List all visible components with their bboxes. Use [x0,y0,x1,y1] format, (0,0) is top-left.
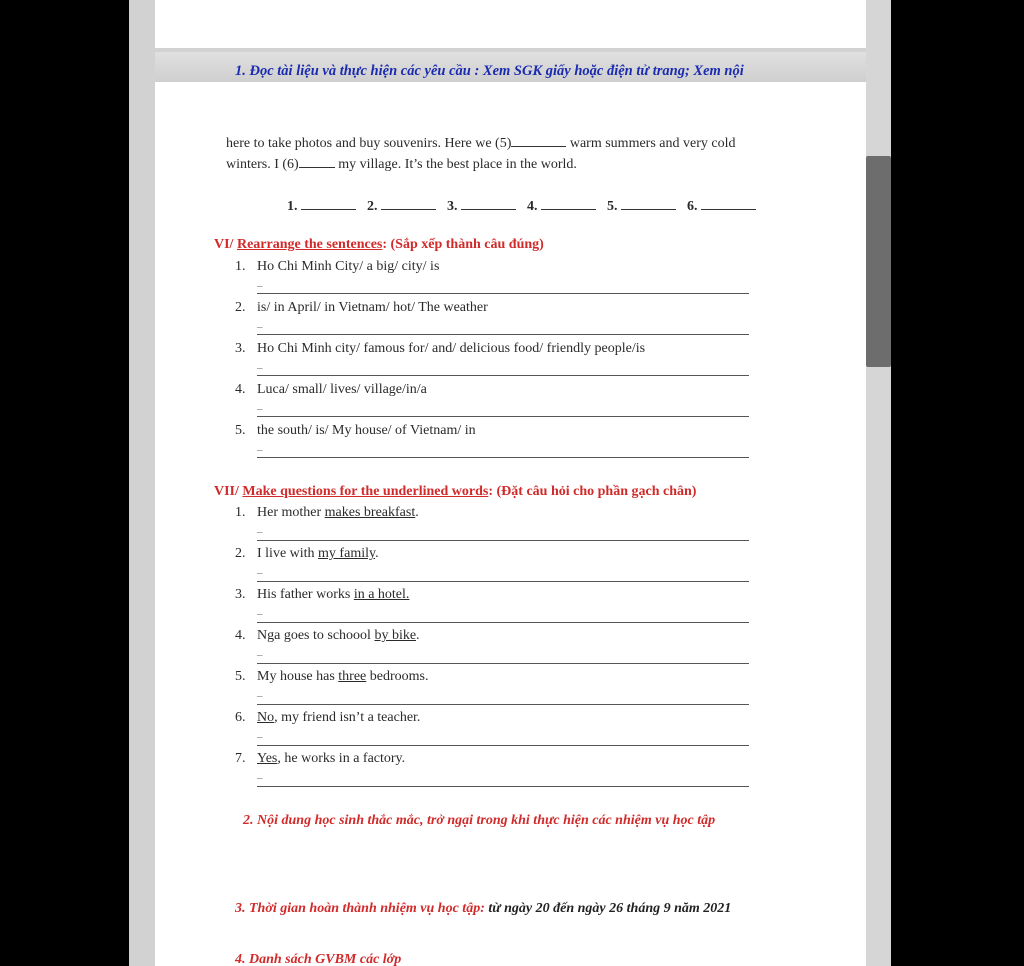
section-prefix: VII/ [214,484,243,499]
answer-label: 1. [287,199,298,214]
heading-4: 4. Danh sách GVBM các lớp [235,952,402,966]
rearrange-item: Ho Chi Minh city/ famous for/ and/ delicious food/ friendly people/is [257,341,646,356]
rearrange-item: is/ in April/ in Vietnam/ hot/ The weather [257,300,488,315]
answer-line [257,334,749,335]
answer-dash: – [257,526,263,538]
answer-blank [541,198,596,210]
heading-2: 2. Nội dung học sinh thắc mắc, trở ngại trong khi thực hiện các nhiệm vụ học tập [243,813,716,828]
underlined-text: three [338,669,367,684]
item-number: 3. [235,341,246,356]
item-text: Nga goes to schoool [257,628,375,643]
passage-text: here to take photos and buy souvenirs. Here we (5) [226,136,512,151]
answer-label: 5. [607,199,618,214]
answer-dash: – [257,608,263,620]
answer-label: 3. [447,199,458,214]
question-item [257,505,419,521]
answer-dash: – [257,362,263,374]
answer-line [257,293,749,294]
answer-label: 4. [527,199,538,214]
answer-row [287,198,756,215]
item-text: Her mother [257,505,325,520]
question-item [257,628,420,644]
question-item [257,669,428,685]
answer-line [257,375,749,376]
question-item [257,546,379,562]
question-item [257,587,409,603]
item-number: 5. [235,423,246,438]
underlined-text: by bike [374,628,417,643]
item-text: I live with [257,546,319,561]
answer-line [257,416,749,417]
item-text: . [415,505,419,520]
item-number: 1. [235,259,246,274]
answer-line [257,581,749,582]
passage-text: my village. It’s the best place in the world. [334,157,577,172]
heading-3-value: từ ngày 20 đến ngày 26 tháng 9 năm 2021 [484,901,732,916]
answer-line [257,540,749,541]
passage-text: winters. I (6) [226,157,299,172]
item-number: 7. [235,751,246,766]
section-suffix: : (Sắp xếp thành câu đúng) [382,237,544,252]
answer-line [257,786,749,787]
rearrange-item: Ho Chi Minh City/ a big/ city/ is [257,259,440,274]
item-number: 2. [235,300,246,315]
section-title: Make questions for the underlined words [242,484,489,499]
section-prefix: VI/ [214,237,237,252]
heading-3-label: 3. Thời gian hoàn thành nhiệm vụ học tập: [235,901,485,916]
answer-line [257,457,749,458]
answer-dash: – [257,444,263,456]
item-number: 4. [235,382,246,397]
passage-line-1 [226,135,735,152]
item-text: bedrooms. [366,669,429,684]
item-number: 2. [235,546,246,561]
underlined-text: my family [318,546,376,561]
answer-label: 6. [687,199,698,214]
page-header-text: 1. Đọc tài liệu và thực hiện các yêu cầu : Xem SGK giấy hoặc điện tử trang; Xem nội [235,63,744,79]
answer-dash: – [257,567,263,579]
rearrange-item: Luca/ small/ lives/ village/in/a [257,382,427,397]
scrollbar-thumb[interactable] [866,156,891,367]
rearrange-item: the south/ is/ My house/ of Vietnam/ in [257,423,476,438]
answer-blank [381,198,436,210]
answer-blank [701,198,756,210]
answer-dash: – [257,772,263,784]
item-text: , he works in a factory. [277,751,406,766]
underlined-text: in a hotel. [353,587,410,602]
underlined-text: Yes [257,751,278,766]
item-number: 3. [235,587,246,602]
answer-dash: – [257,403,263,415]
answer-line [257,745,749,746]
passage-line-2 [226,156,577,173]
underlined-text: No [257,710,275,725]
answer-line [257,663,749,664]
answer-dash: – [257,731,263,743]
item-number: 6. [235,710,246,725]
answer-dash: – [257,649,263,661]
answer-dash: – [257,321,263,333]
question-item [257,710,420,726]
blank-6 [299,156,335,168]
item-text: , my friend isn’t a teacher. [274,710,421,725]
section-title: Rearrange the sentences [236,237,383,252]
previous-page-bottom [155,0,866,48]
answer-label: 2. [367,199,378,214]
item-text: . [416,628,420,643]
item-text: His father works [257,587,354,602]
answer-blank [301,198,356,210]
answer-dash: – [257,280,263,292]
section-suffix: : (Đặt câu hỏi cho phần gạch chân) [488,484,697,499]
item-number: 4. [235,628,246,643]
blank-5 [511,135,566,147]
answer-line [257,704,749,705]
item-number: 1. [235,505,246,520]
item-text: . [375,546,379,561]
passage-text: warm summers and very cold [566,136,736,151]
scrollbar-track[interactable] [866,0,891,966]
underlined-text: makes breakfast [324,505,416,520]
item-number: 5. [235,669,246,684]
section-6-heading [214,237,544,253]
item-text: My house has [257,669,339,684]
answer-dash: – [257,690,263,702]
heading-3 [235,901,731,917]
section-7-heading [214,484,696,500]
answer-line [257,622,749,623]
answer-blank [461,198,516,210]
answer-blank [621,198,676,210]
question-item [257,751,405,767]
